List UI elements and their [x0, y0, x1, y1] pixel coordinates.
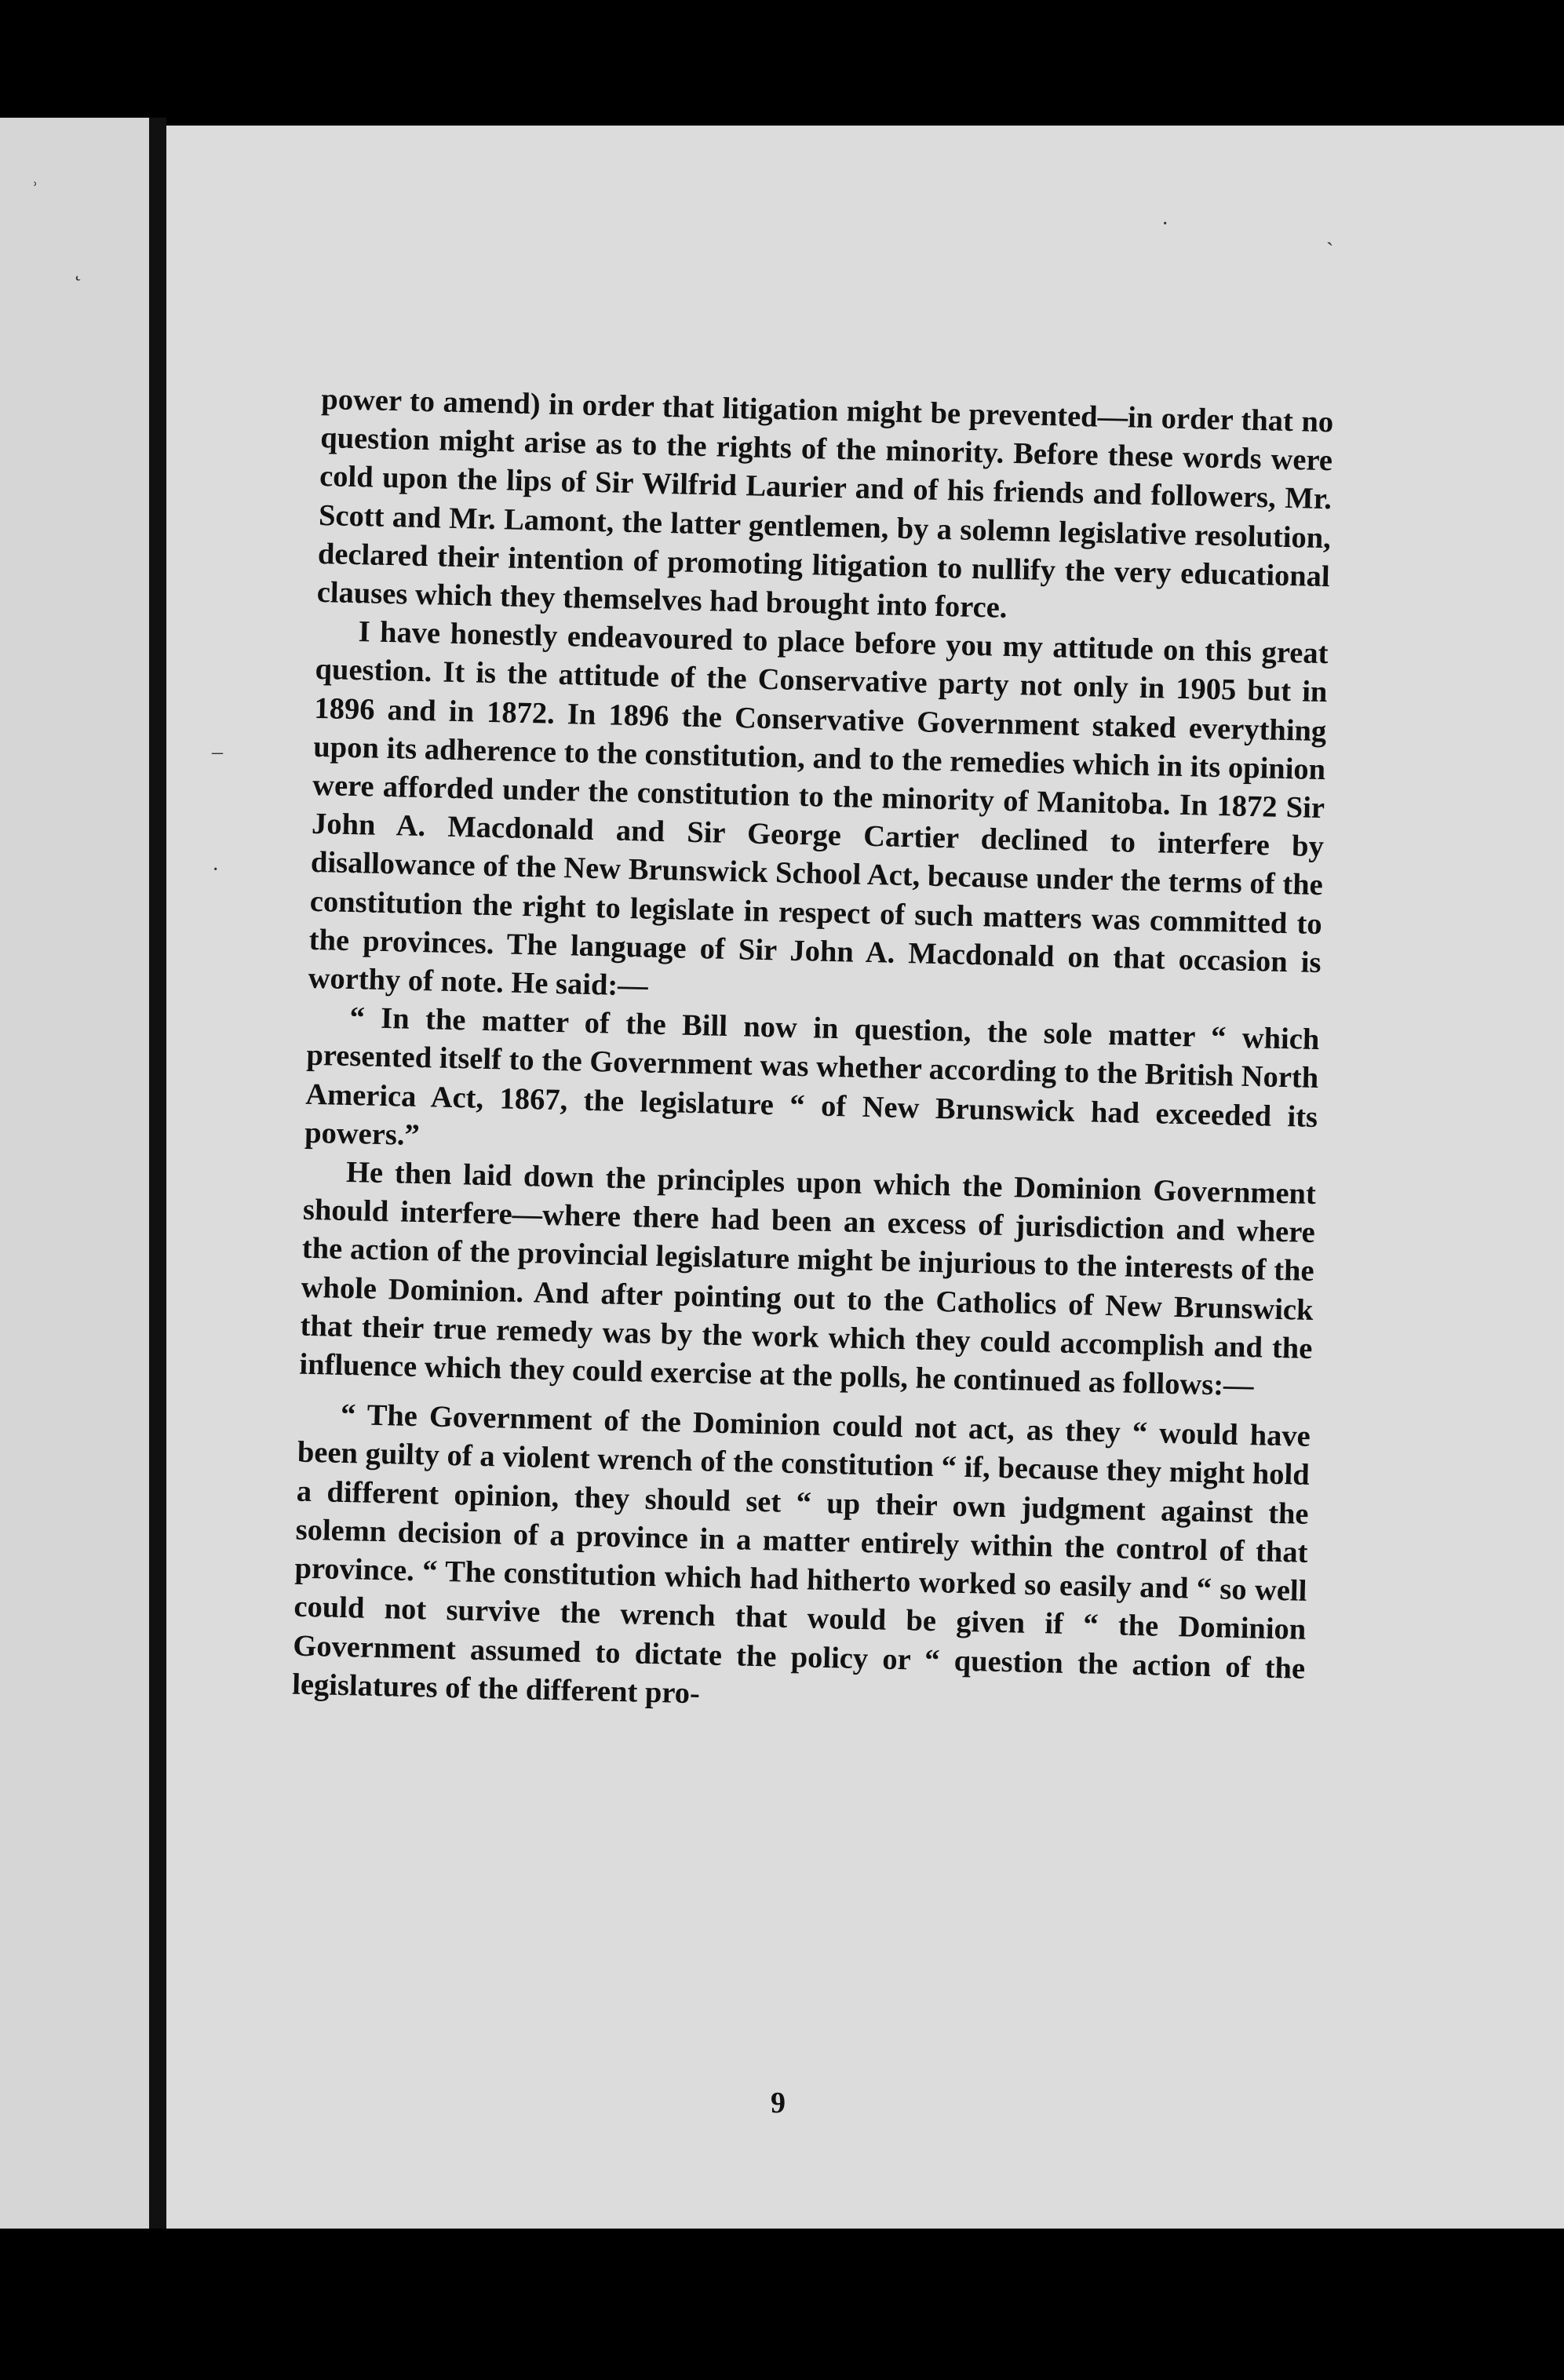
quotation-2: “ The Government of the Dominion could not act, as they “ would have been guilty of a violent wrench of the constitution “ if, because they might hold a different opinion, they should set “ up their own judgment against the solemn decision of a province in a matter entirely within the control of that province. “ The constitution which had hitherto worked so easily and “ so well could not survive the wrench that would be given if “ the Dominion Government assumed to dictate the policy or “ question the action of the legislatures of the different pro-: [291, 1398, 1311, 1711]
page-number: 9: [771, 2087, 786, 2119]
quotation-1: “ In the matter of the Bill now in question, the sole matter “ which presented itself to the Government was whether according to the British North America Act, 1867, the legislature “ of New Brunswick had exceeded its powers.”: [304, 1001, 1320, 1152]
scan-speck: ʾ: [31, 179, 39, 203]
scan-speck: ˛: [75, 257, 82, 282]
scan-speck: ·: [1161, 212, 1169, 236]
page-body-text: [292, 381, 1334, 1727]
scan-speck: –: [212, 740, 223, 764]
paragraph-2: I have honestly endeavoured to place before you my attitude on this great question. It is the attitude of the Conservative party not only in 1905 but in 1896 and in 1872. In 1896 the Conservative Government staked everything upon its adherence to the constitution, and to the remedies which in its opinion were afforded under the constitution to the minority of Manitoba. In 1872 Sir John A. Macdonald and Sir George Cartier declined to interfere by disallowance of the New Brunswick School Act, because under the terms of the constitution the right to legislate in respect of such matters was committed to the provinces. The language of Sir John A. Macdonald on that occasion is worthy of note. He said:—: [308, 615, 1329, 1003]
scan-speck: ˎ: [1326, 222, 1334, 246]
paragraph-3: He then laid down the principles upon which the Dominion Government should interfere—where there had been an excess of jurisdiction and where the action of the provincial legislature might be injurious to the interests of the whole Dominion. And after pointing out to the Catholics of New Brunswick that their true remedy was by the work which they could accomplish and the influence which they could exercise at the polls, he continued as follows:—: [299, 1156, 1317, 1403]
scan-speck: ·: [212, 858, 220, 882]
paragraph-1: power to amend) in order that litigation might be prevented—in order that no question might arise as to the rights of the minority. Before these words were cold upon the lips of Sir Wilfrid Laurier and of his friends and followers, Mr. Scott and Mr. Lamont, the latter gentlemen, by a solemn legislative resolution, declared their intention of promoting litigation to nullify the very educational clauses which they themselves had brought into force.: [316, 382, 1334, 625]
book-gutter: [149, 118, 166, 2229]
facing-page-edge: [0, 118, 149, 2229]
